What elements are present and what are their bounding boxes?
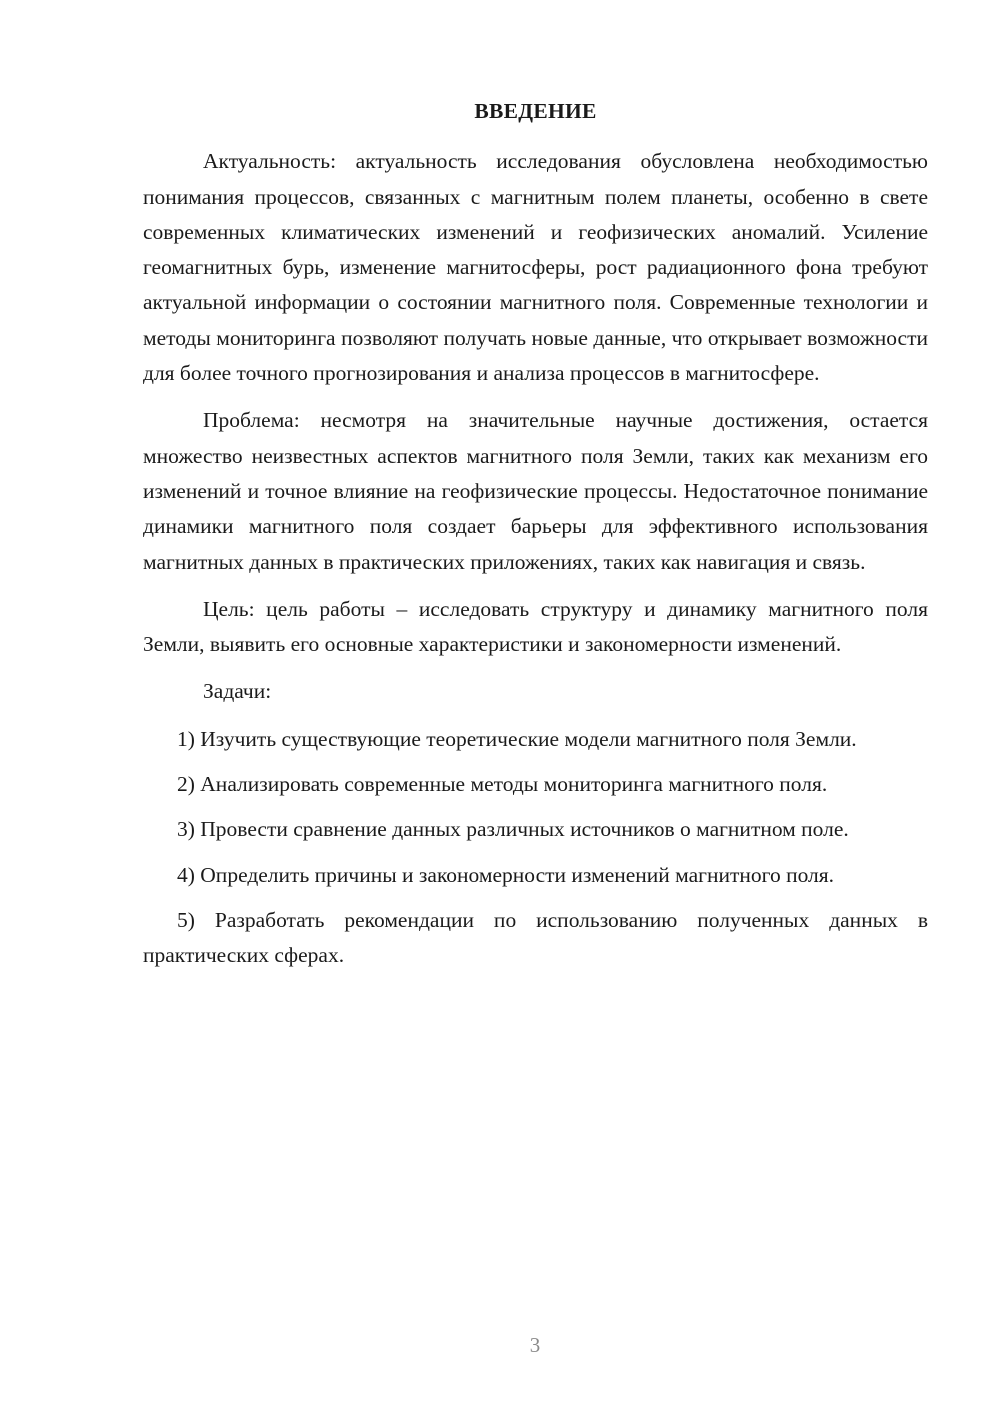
- section-title: ВВЕДЕНИЕ: [474, 99, 597, 123]
- list-item: 5) Разработать рекомендации по использованию полученных данных в практических сферах.: [143, 907, 928, 968]
- document-body: [143, 94, 928, 984]
- tasks-heading: Задачи:: [203, 679, 272, 704]
- list-item: 3) Провести сравнение данных различных источников о магнитном поле.: [177, 817, 849, 842]
- list-item: 1) Изучить существующие теоретические модели магнитного поля Земли.: [177, 726, 857, 751]
- list-item: 2) Анализировать современные методы мониторинга магнитного поля.: [177, 772, 828, 797]
- paragraph-goal: Цель: цель работы – исследовать структуру и динамику магнитного поля Земли, выявить его основные характеристики и закономерности изменений.: [143, 596, 928, 657]
- paragraph-problem: Проблема: несмотря на значительные научные достижения, остается множество неизвестных аспектов магнитного поля Земли, таких как механизм его изменений и точное влияние на геофизические процессы. Недостаточное понимание динамики магнитного поля создает барьеры для эффективного использования магнитных данных в практических приложениях, таких как навигация и связь.: [143, 408, 928, 574]
- paragraph-relevance: Актуальность: актуальность исследования обусловлена необходимостью понимания процессов, связанных с магнитным полем планеты, особенно в свете современных климатических изменений и геофизических аномалий. Усиление геомагнитных бурь, изменение магнитосферы, рост радиационного фона требуют актуальной информации о состоянии магнитного поля. Современные технологии и методы мониторинга позволяют получать новые данные, что открывает возможности для более точного прогнозирования и анализа процессов в магнитосфере.: [143, 149, 928, 386]
- list-item: 4) Определить причины и закономерности изменений магнитного поля.: [177, 862, 835, 887]
- page-number: 3: [529, 1333, 541, 1357]
